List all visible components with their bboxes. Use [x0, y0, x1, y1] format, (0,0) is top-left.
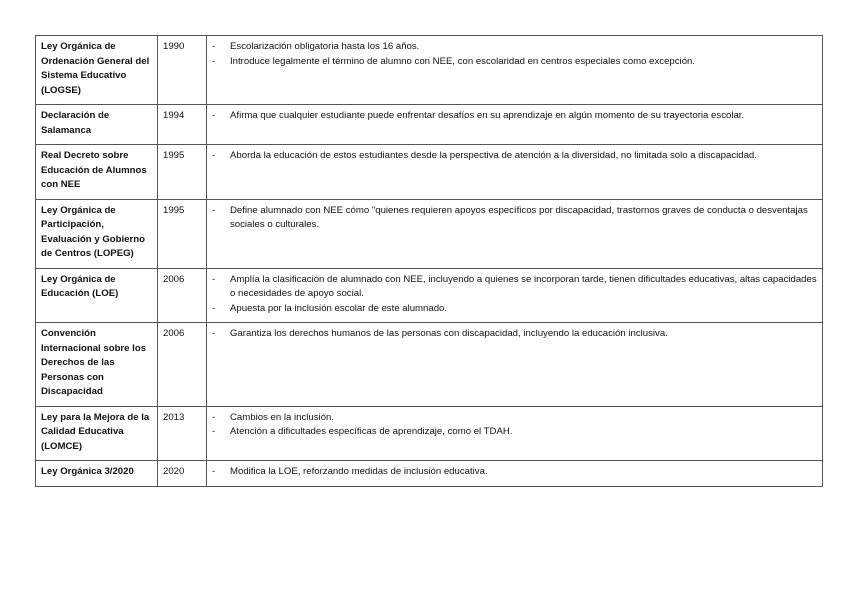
- description-list: [212, 204, 817, 233]
- table-row: [36, 406, 823, 461]
- list-item: - Garantiza los derechos humanos de las personas con discapacidad, incluyendo la educación inclusiva.: [212, 327, 817, 342]
- table-row: [36, 199, 823, 268]
- list-item: - Escolarización obligatoria hasta los 16 años.: [212, 40, 817, 55]
- list-item: - Apuesta por la inclusión escolar de este alumnado.: [212, 302, 817, 317]
- law-year: 1995: [158, 199, 207, 268]
- table-row: [36, 145, 823, 200]
- law-description: [207, 268, 823, 323]
- table-row: [36, 105, 823, 145]
- description-list: [212, 149, 817, 164]
- legislation-table: [35, 35, 823, 487]
- list-item: - Afirma que cualquier estudiante puede enfrentar desafíos en su aprendizaje en algún momento de su trayectoria escolar.: [212, 109, 817, 124]
- law-name: Ley Orgánica 3/2020: [36, 461, 158, 487]
- law-year: 1995: [158, 145, 207, 200]
- description-list: [212, 411, 817, 440]
- law-description: [207, 145, 823, 200]
- table-row: [36, 323, 823, 407]
- list-item: - Atención a dificultades específicas de aprendizaje, como el TDAH.: [212, 425, 817, 440]
- law-name: Ley Orgánica de Ordenación General del Sistema Educativo (LOGSE): [36, 36, 158, 105]
- law-name: Ley Orgánica de Participación, Evaluación y Gobierno de Centros (LOPEG): [36, 199, 158, 268]
- law-year: 2006: [158, 268, 207, 323]
- law-name: Declaración de Salamanca: [36, 105, 158, 145]
- table-row: [36, 268, 823, 323]
- law-name: Ley Orgánica de Educación (LOE): [36, 268, 158, 323]
- list-item: - Amplía la clasificación de alumnado con NEE, incluyendo a quienes se incorporan tarde, tienen dificultades educativas, altas capacidades o necesidades de apoyo social.: [212, 273, 817, 302]
- law-name: Ley para la Mejora de la Calidad Educativa (LOMCE): [36, 406, 158, 461]
- description-list: [212, 327, 817, 342]
- law-description: [207, 461, 823, 487]
- law-name: Convención Internacional sobre los Derechos de las Personas con Discapacidad: [36, 323, 158, 407]
- law-name: Real Decreto sobre Educación de Alumnos con NEE: [36, 145, 158, 200]
- list-item: - Aborda la educación de estos estudiantes desde la perspectiva de atención a la diversidad, no limitada solo a discapacidad.: [212, 149, 817, 164]
- description-list: [212, 273, 817, 317]
- list-item: - Introduce legalmente el término de alumno con NEE, con escolaridad en centros especiales como excepción.: [212, 55, 817, 70]
- table-row: [36, 36, 823, 105]
- list-item: - Cambios en la inclusión.: [212, 411, 817, 426]
- law-year: 2020: [158, 461, 207, 487]
- description-list: [212, 465, 817, 480]
- law-year: 2013: [158, 406, 207, 461]
- law-description: [207, 406, 823, 461]
- list-item: - Modifica la LOE, reforzando medidas de inclusión educativa.: [212, 465, 817, 480]
- description-list: [212, 109, 817, 124]
- law-description: [207, 323, 823, 407]
- description-list: [212, 40, 817, 69]
- law-description: [207, 199, 823, 268]
- law-description: [207, 105, 823, 145]
- law-year: 1990: [158, 36, 207, 105]
- law-description: [207, 36, 823, 105]
- list-item: - Define alumnado con NEE cómo "quienes requieren apoyos específicos por discapacidad, trastornos graves de conducta o desventajas sociales o culturales.: [212, 204, 817, 233]
- law-year: 1994: [158, 105, 207, 145]
- law-year: 2006: [158, 323, 207, 407]
- table-row: [36, 461, 823, 487]
